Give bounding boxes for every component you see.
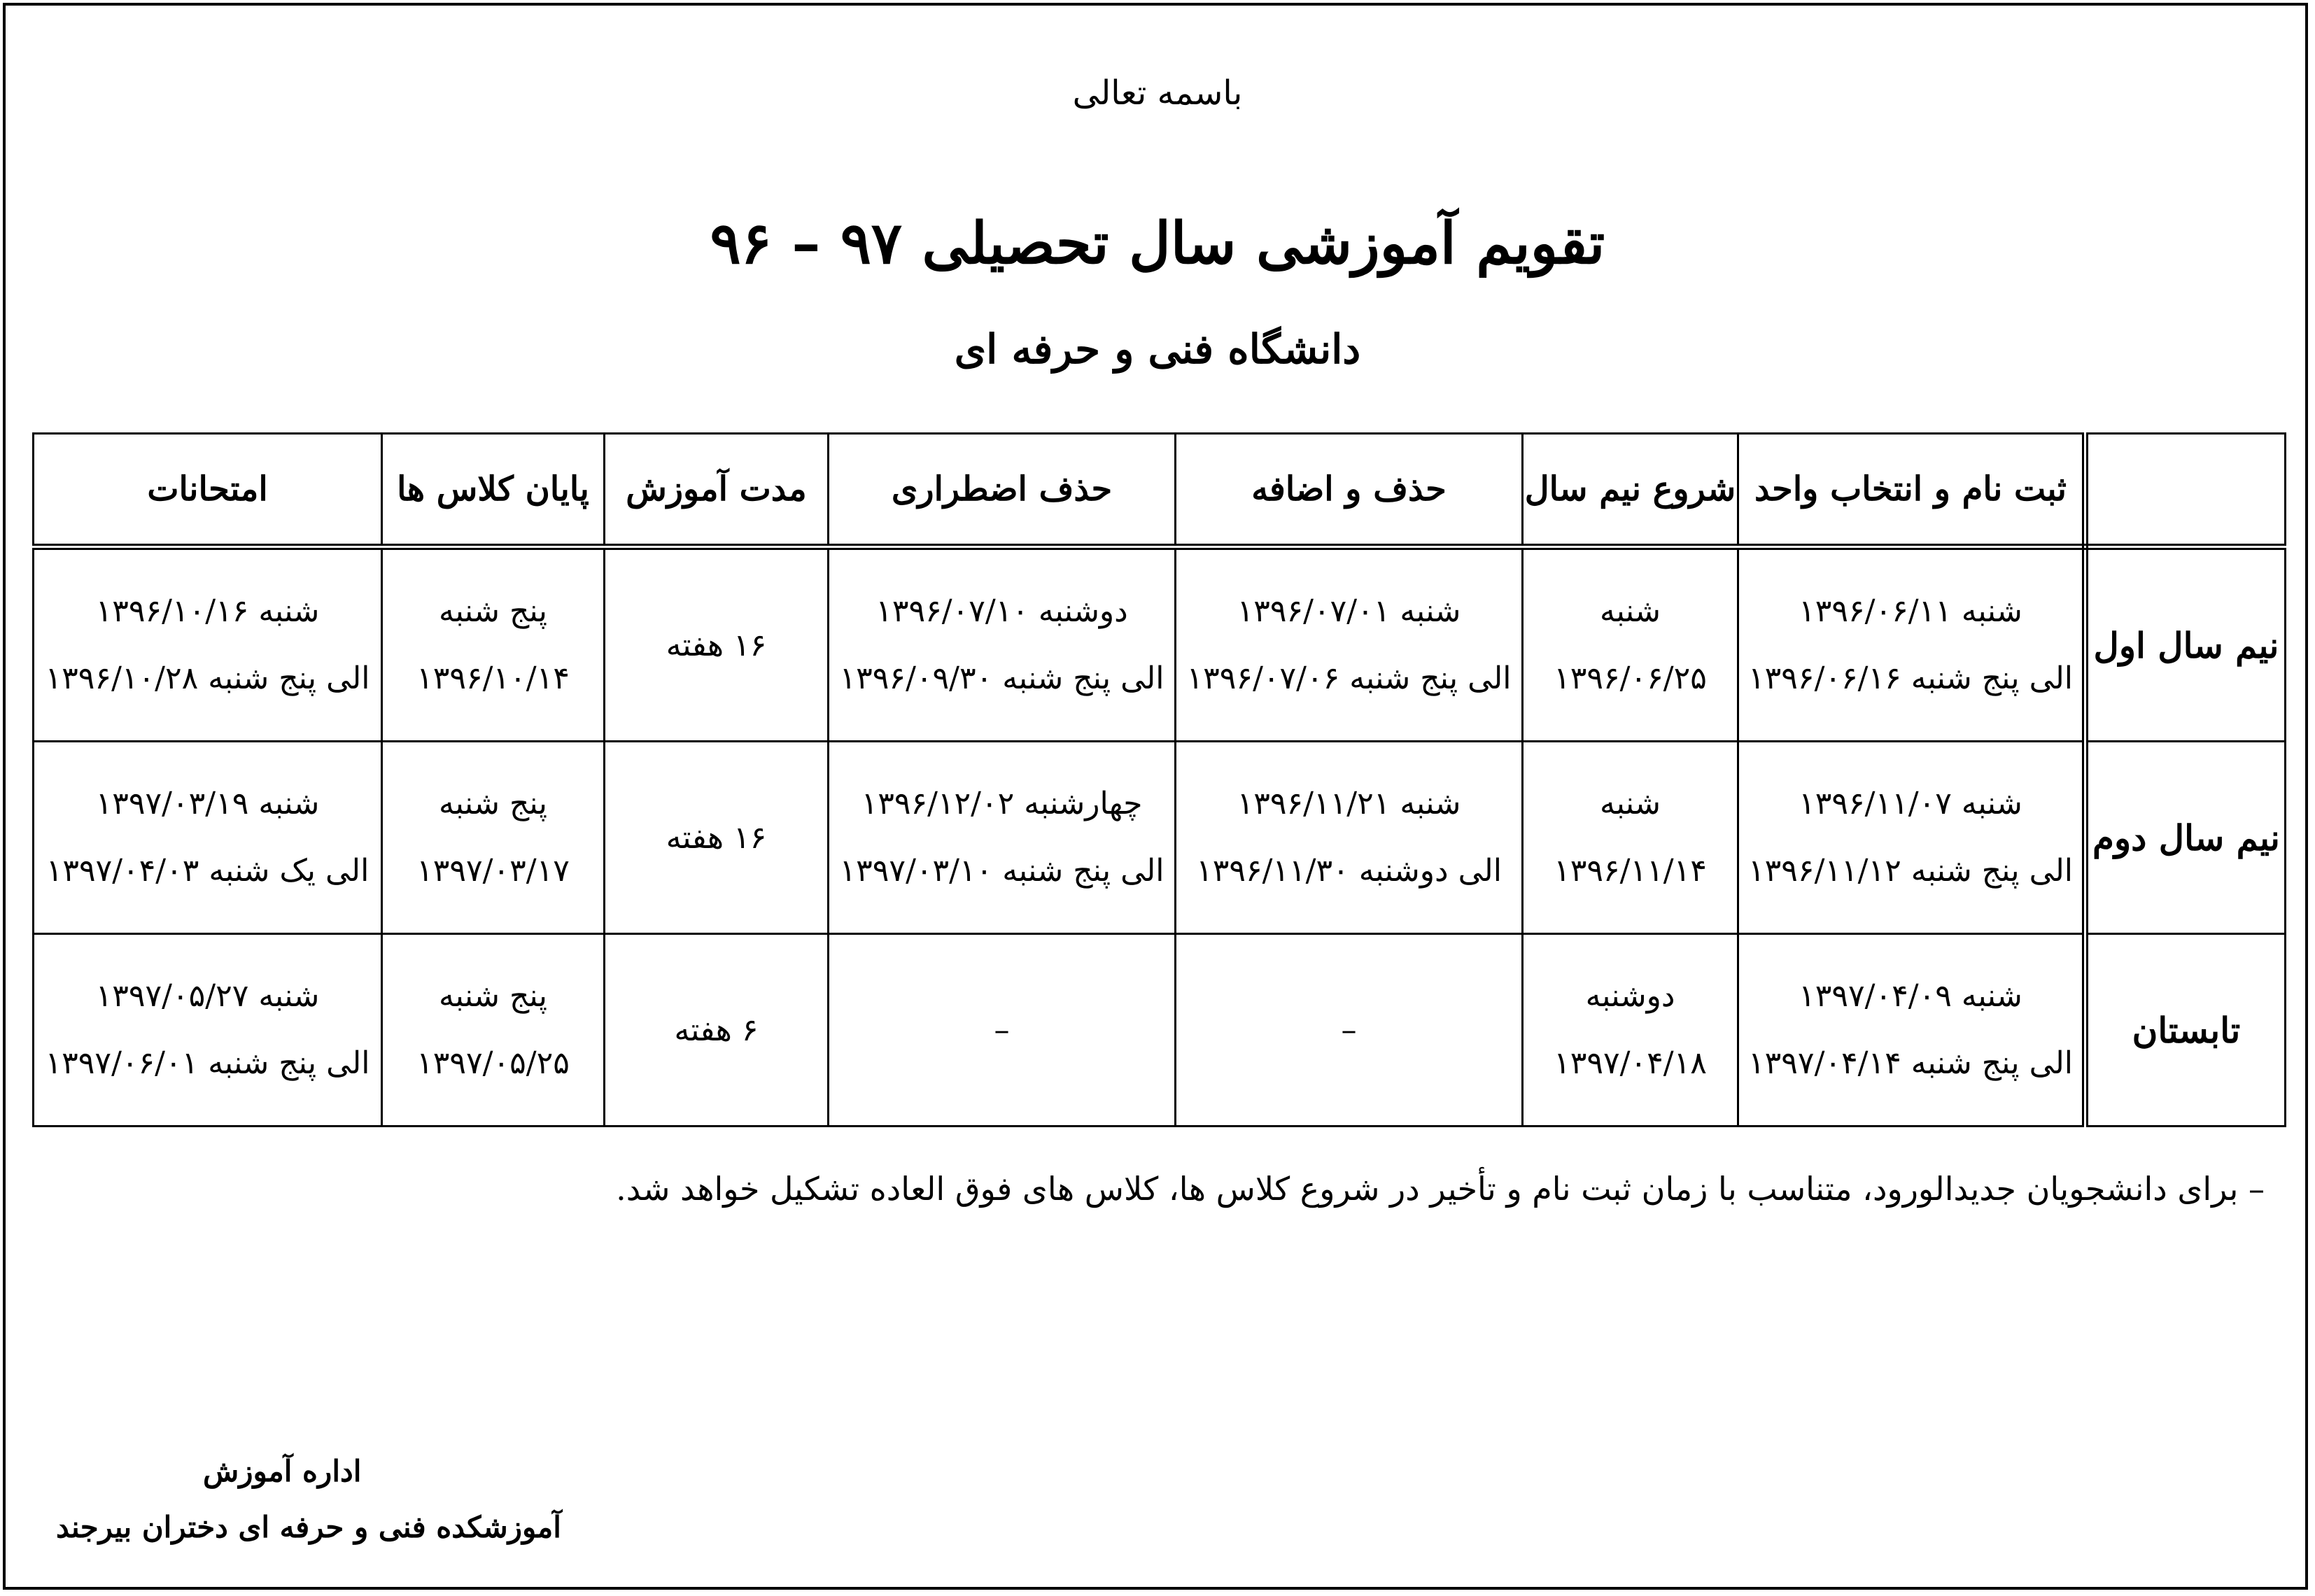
exams-cell: شنبه ۱۳۹۶/۱۰/۱۶ الی پنج شنبه ۱۳۹۶/۱۰/۲۸: [34, 547, 382, 742]
row-label: تابستان: [2085, 934, 2286, 1127]
header-semester-start: شروع نیم سال: [1523, 434, 1738, 547]
table-row: [34, 742, 2286, 934]
emergency-drop-cell: چهارشنبه ۱۳۹۶/۱۲/۰۲ الی پنج شنبه ۱۳۹۷/۰۳/۱۰: [829, 742, 1176, 934]
header-duration: مدت آموزش: [605, 434, 829, 547]
emergency-drop-cell: دوشنبه ۱۳۹۶/۰۷/۱۰ الی پنج شنبه ۱۳۹۶/۰۹/۳۰: [829, 547, 1176, 742]
registration-cell: شنبه ۱۳۹۶/۰۶/۱۱ الی پنج شنبه ۱۳۹۶/۰۶/۱۶: [1738, 547, 2085, 742]
signature-institution: آموزشکده فنی و حرفه ای دختران بیرجند: [56, 1510, 561, 1544]
add-drop-cell: شنبه ۱۳۹۶/۱۱/۲۱ الی دوشنبه ۱۳۹۶/۱۱/۳۰: [1176, 742, 1523, 934]
footnote: – برای دانشجویان جدیدالورود، متناسب با زمان ثبت نام و تأخیر در شروع کلاس ها، کلاس های فوق العاده تشکیل خواهد شد.: [616, 1170, 2265, 1208]
registration-cell: شنبه ۱۳۹۷/۰۴/۰۹ الی پنج شنبه ۱۳۹۷/۰۴/۱۴: [1738, 934, 2085, 1127]
table-row: [34, 547, 2286, 742]
classes-end-cell: پنج شنبه ۱۳۹۶/۱۰/۱۴: [382, 547, 605, 742]
classes-end-cell: پنج شنبه ۱۳۹۷/۰۳/۱۷: [382, 742, 605, 934]
signature-office: اداره آموزش: [203, 1454, 362, 1488]
semester-start-cell: دوشنبه ۱۳۹۷/۰۴/۱۸: [1523, 934, 1738, 1127]
classes-end-cell: پنج شنبه ۱۳۹۷/۰۵/۲۵: [382, 934, 605, 1127]
duration-cell: ۶ هفته: [605, 934, 829, 1127]
emergency-drop-cell: –: [829, 934, 1176, 1127]
page-subtitle: دانشگاه فنی و حرفه ای: [954, 325, 1361, 373]
academic-calendar-table: [32, 432, 2286, 1127]
row-label: نیم سال اول: [2085, 547, 2286, 742]
duration-cell: ۱۶ هفته: [605, 547, 829, 742]
add-drop-cell: –: [1176, 934, 1523, 1127]
duration-cell: ۱۶ هفته: [605, 742, 829, 934]
row-label: نیم سال دوم: [2085, 742, 2286, 934]
header-add-drop: حذف و اضافه: [1176, 434, 1523, 547]
table-header-row: [34, 434, 2286, 547]
exams-cell: شنبه ۱۳۹۷/۰۵/۲۷ الی پنج شنبه ۱۳۹۷/۰۶/۰۱: [34, 934, 382, 1127]
add-drop-cell: شنبه ۱۳۹۶/۰۷/۰۱ الی پنج شنبه ۱۳۹۶/۰۷/۰۶: [1176, 547, 1523, 742]
invocation-text: باسمه تعالی: [1072, 73, 1243, 113]
table-row: [34, 934, 2286, 1127]
header-exams: امتحانات: [34, 434, 382, 547]
header-classes-end: پایان کلاس ها: [382, 434, 605, 547]
exams-cell: شنبه ۱۳۹۷/۰۳/۱۹ الی یک شنبه ۱۳۹۷/۰۴/۰۳: [34, 742, 382, 934]
header-corner: [2085, 434, 2286, 547]
registration-cell: شنبه ۱۳۹۶/۱۱/۰۷ الی پنج شنبه ۱۳۹۶/۱۱/۱۲: [1738, 742, 2085, 934]
header-emergency-drop: حذف اضطراری: [829, 434, 1176, 547]
semester-start-cell: شنبه ۱۳۹۶/۰۶/۲۵: [1523, 547, 1738, 742]
semester-start-cell: شنبه ۱۳۹۶/۱۱/۱۴: [1523, 742, 1738, 934]
page-title: تقویم آموزشی سال تحصیلی ۹۷ – ۹۶: [710, 210, 1605, 277]
header-registration: ثبت نام و انتخاب واحد: [1738, 434, 2085, 547]
